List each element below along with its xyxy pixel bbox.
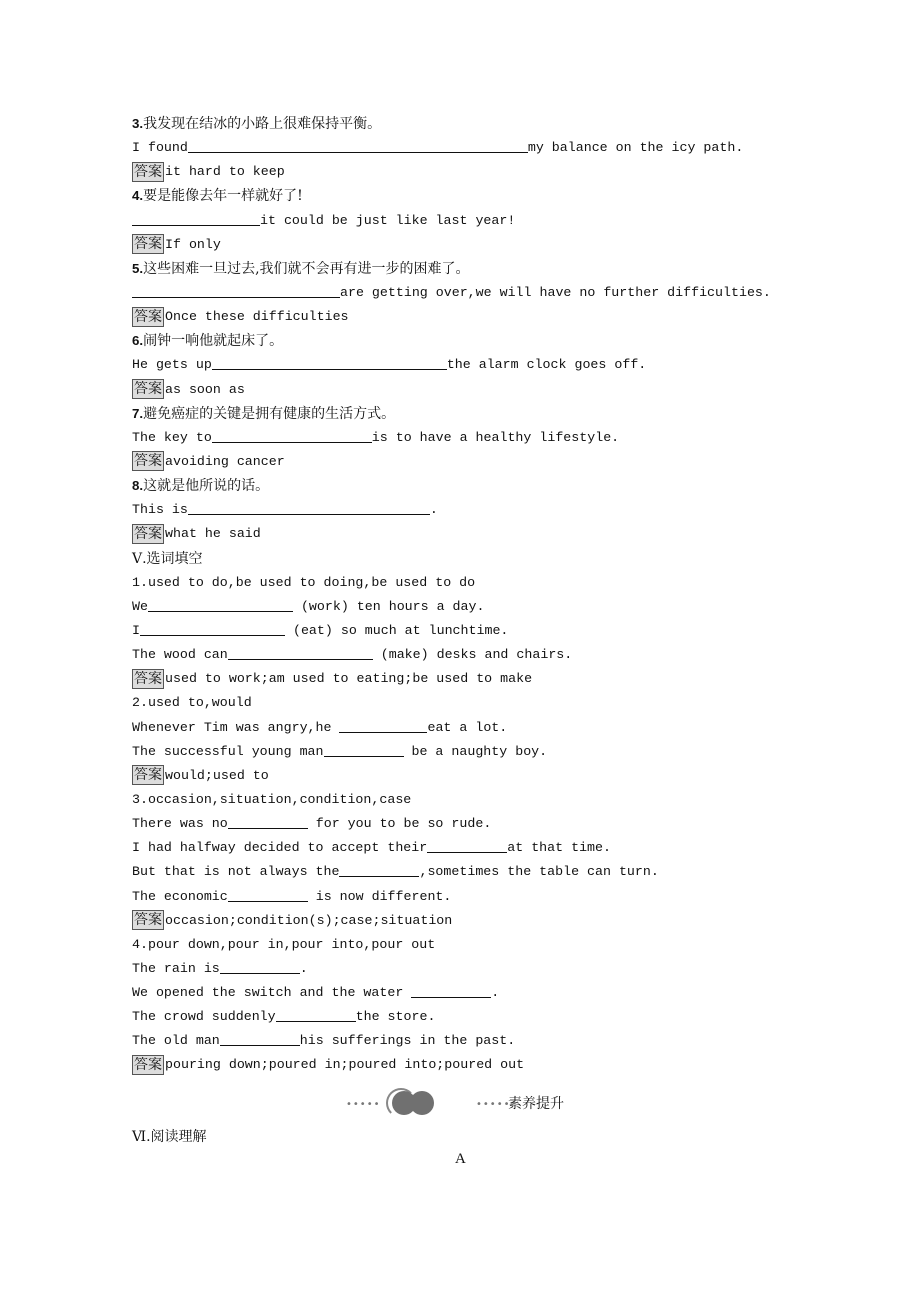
dots-right: ••••• xyxy=(476,1099,511,1110)
dots-left: ••••• xyxy=(346,1099,381,1110)
question-number: 5. xyxy=(132,260,144,276)
sentence-text: The rain is xyxy=(132,960,220,976)
answer-text: it hard to keep xyxy=(165,164,285,180)
answer-line xyxy=(132,160,771,184)
question-prompt xyxy=(132,474,771,498)
answer-text: would;used to xyxy=(165,767,269,783)
sentence-text: his sufferings in the past. xyxy=(299,1033,516,1049)
answer-label: 答案 xyxy=(134,767,162,784)
sentence-text: I had halfway decided to accept their xyxy=(132,840,428,856)
sentence-text: But that is not always the xyxy=(132,864,340,880)
sentence-line xyxy=(132,716,771,740)
sentence-text: The key to xyxy=(132,429,212,445)
answer-text: pouring down;poured in;poured into;poured out xyxy=(165,1057,525,1073)
sentence-line xyxy=(132,788,771,812)
sentence-text: (work) ten hours a day. xyxy=(292,598,485,614)
section-heading xyxy=(132,547,771,571)
fill-blank xyxy=(228,644,373,660)
sentence-text: The successful young man xyxy=(132,743,324,759)
fill-blank xyxy=(220,1030,300,1046)
sentence-line xyxy=(132,981,771,1005)
sentence-text: . xyxy=(491,985,500,1001)
sentence-text: There was no xyxy=(132,816,228,832)
sentence-text: for you to be so rude. xyxy=(307,816,492,832)
sentence-text: are getting over,we will have no further difficulties. xyxy=(340,284,771,300)
fill-blank xyxy=(132,210,260,226)
sentence-text: We opened the switch and the water xyxy=(132,985,412,1001)
fill-blank xyxy=(427,837,507,853)
sentence-line xyxy=(132,571,771,595)
answer-line xyxy=(132,1053,771,1077)
fill-blank xyxy=(132,282,340,298)
question-text: 要是能像去年一样就好了! xyxy=(143,188,303,205)
answer-label: 答案 xyxy=(134,670,162,687)
answer-line xyxy=(132,305,771,329)
sentence-text: 1.used to do,be used to doing,be used to do xyxy=(132,574,476,590)
fill-blank xyxy=(188,137,528,153)
fill-blank xyxy=(324,741,404,757)
sentence-text: Whenever Tim was angry,he xyxy=(132,719,340,735)
sentence-text: eat a lot. xyxy=(427,719,508,735)
sentence-line xyxy=(132,691,771,715)
sentence-line xyxy=(132,209,771,233)
sentence-text: my balance on the icy path. xyxy=(527,140,744,156)
sentence-text: ,sometimes the table can turn. xyxy=(419,864,659,880)
answer-text: occasion;condition(s);case;situation xyxy=(165,912,453,928)
answer-text: what he said xyxy=(165,526,261,542)
answer-label: 答案 xyxy=(134,525,162,542)
sentence-line xyxy=(132,885,771,909)
sentence-text: (make) desks and chairs. xyxy=(372,647,573,663)
answer-text: Once these difficulties xyxy=(165,309,349,325)
fill-blank xyxy=(228,886,308,902)
sentence-line xyxy=(132,643,771,667)
question-number: 6. xyxy=(132,333,144,349)
section-banner xyxy=(346,1088,586,1118)
fill-blank xyxy=(140,620,285,636)
question-text: 这些困难一旦过去,我们就不会再有进一步的困难了。 xyxy=(143,260,470,277)
fill-blank xyxy=(339,717,427,733)
fill-blank xyxy=(212,427,372,443)
question-prompt xyxy=(132,112,771,136)
fill-blank xyxy=(411,982,491,998)
sentence-text: This is xyxy=(132,502,188,518)
sentence-text: I found xyxy=(132,140,188,156)
question-text: 避免癌症的关键是拥有健康的生活方式。 xyxy=(143,405,396,422)
question-prompt xyxy=(132,257,771,281)
answer-label: 答案 xyxy=(134,912,162,929)
fill-blank xyxy=(276,1006,356,1022)
question-text: 闹钟一响他就起床了。 xyxy=(143,333,284,350)
sentence-line xyxy=(132,498,771,522)
sentence-text: the alarm clock goes off. xyxy=(446,357,647,373)
question-number: 4. xyxy=(132,188,144,204)
sentence-line xyxy=(132,619,771,643)
question-number: 7. xyxy=(132,405,144,421)
sentence-line xyxy=(132,426,771,450)
sentence-line xyxy=(132,353,771,377)
sentence-text: be a naughty boy. xyxy=(403,743,548,759)
sentence-line xyxy=(132,812,771,836)
answer-line xyxy=(132,450,771,474)
sentence-text: at that time. xyxy=(507,840,611,856)
sentence-text: is now different. xyxy=(307,888,452,904)
fill-blank xyxy=(188,499,430,515)
answer-label: 答案 xyxy=(134,236,162,253)
sentence-text: (eat) so much at lunchtime. xyxy=(284,622,509,638)
sentence-text: 2.used to,would xyxy=(132,695,252,711)
answer-label: 答案 xyxy=(134,453,162,470)
question-text: 我发现在结冰的小路上很难保持平衡。 xyxy=(143,116,382,132)
sentence-line xyxy=(132,281,771,305)
answer-line xyxy=(132,522,771,546)
exercise-lines xyxy=(132,112,771,1078)
sentence-text: 3.occasion,situation,condition,case xyxy=(132,791,412,807)
question-prompt xyxy=(132,402,771,426)
sentence-text: I xyxy=(132,622,140,638)
sentence-text: The economic xyxy=(132,888,228,904)
sentence-text: The old man xyxy=(132,1033,220,1049)
answer-text: as soon as xyxy=(165,381,245,397)
sentence-text: the store. xyxy=(355,1009,436,1025)
question-number: 3. xyxy=(132,116,144,131)
sentence-line xyxy=(132,860,771,884)
banner-title: 素养提升 xyxy=(508,1096,564,1112)
answer-label: 答案 xyxy=(134,1056,162,1073)
section-6-title: Ⅵ.阅读理解 xyxy=(132,1129,207,1145)
sentence-text: We xyxy=(132,598,148,614)
fill-blank xyxy=(228,813,308,829)
question-prompt xyxy=(132,184,771,208)
circle-decoration-icon xyxy=(410,1091,434,1115)
answer-line xyxy=(132,378,771,402)
answer-label: 答案 xyxy=(134,308,162,325)
question-text: 这就是他所说的话。 xyxy=(143,478,270,495)
answer-line xyxy=(132,233,771,257)
section-title: Ⅴ.选词填空 xyxy=(132,550,203,567)
sentence-text: The crowd suddenly xyxy=(132,1009,276,1025)
answer-text: avoiding cancer xyxy=(165,453,285,469)
sentence-line xyxy=(132,933,771,957)
sentence-text: 4.pour down,pour in,pour into,pour out xyxy=(132,936,436,952)
sentence-line xyxy=(132,595,771,619)
answer-line xyxy=(132,909,771,933)
answer-line xyxy=(132,764,771,788)
sentence-line xyxy=(132,1029,771,1053)
sentence-line xyxy=(132,136,771,160)
sentence-text: is to have a healthy lifestyle. xyxy=(371,429,620,445)
answer-label: 答案 xyxy=(134,163,162,180)
answer-label: 答案 xyxy=(134,381,162,398)
sentence-text: He gets up xyxy=(132,357,212,373)
sentence-text: The wood can xyxy=(132,647,228,663)
answer-text: used to work;am used to eating;be used to make xyxy=(165,671,533,687)
sentence-text: . xyxy=(299,960,308,976)
question-number: 8. xyxy=(132,478,144,494)
answer-text: If only xyxy=(165,236,221,252)
fill-blank xyxy=(339,861,419,877)
answer-line xyxy=(132,667,771,691)
sentence-line xyxy=(132,957,771,981)
sentence-text: it could be just like last year! xyxy=(260,212,516,228)
question-prompt xyxy=(132,329,771,353)
sentence-line xyxy=(132,1005,771,1029)
fill-blank xyxy=(220,958,300,974)
passage-label: A xyxy=(455,1151,466,1167)
sentence-text: . xyxy=(429,502,438,518)
sentence-line xyxy=(132,836,771,860)
fill-blank xyxy=(148,596,293,612)
fill-blank xyxy=(212,354,447,370)
sentence-line xyxy=(132,740,771,764)
